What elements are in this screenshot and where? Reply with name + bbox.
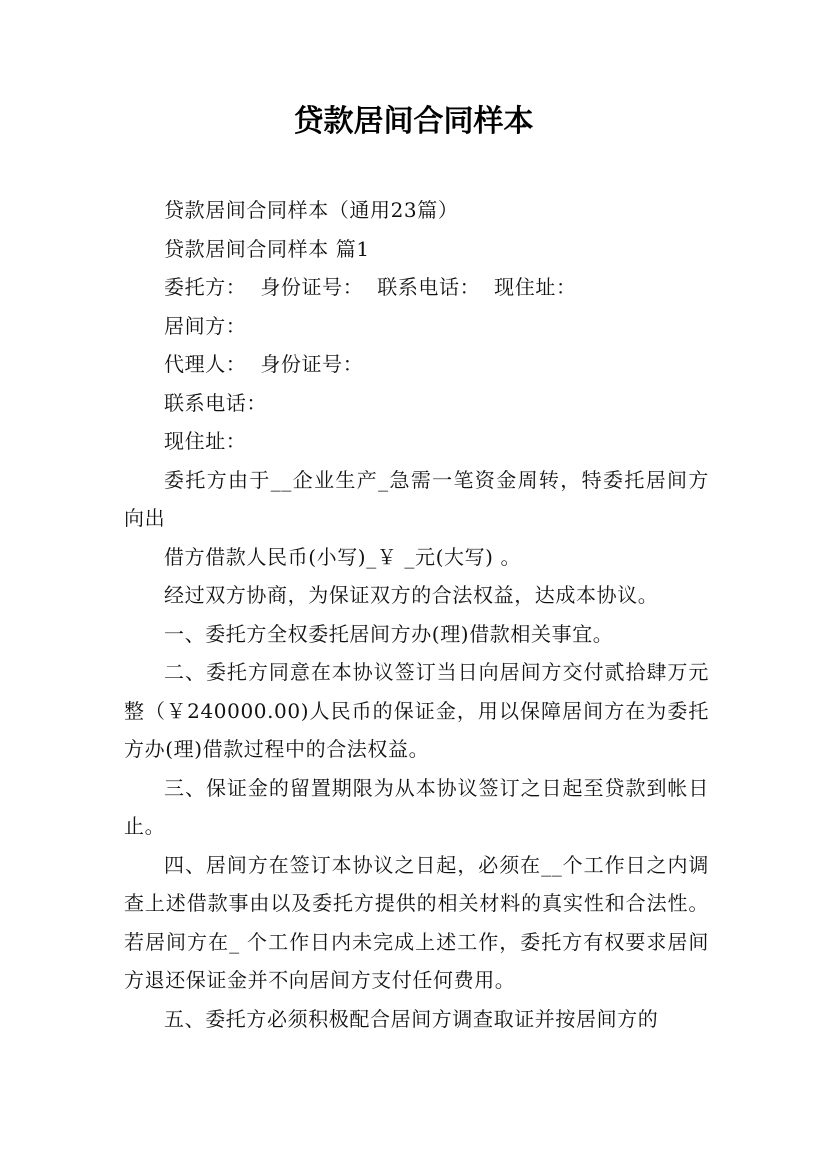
document-title: 贷款居间合同样本 [293,104,534,139]
paragraph-clause-2: 二、委托方同意在本协议签订当日向居间方交付贰拾肆万元整（￥240000.00)人民币的保证金，用以保障居间方在为委托方办(理)借款过程中的合法权益。 [124,660,709,761]
paragraph-agent: 代理人： 身份证号： [164,352,364,376]
paragraph-purpose: 委托方由于__企业生产_急需一笔资金周转，特委托居间方向出 [124,467,709,530]
document-body [124,191,709,1038]
paragraph-clause-1: 一、委托方全权委托居间方办(理)借款相关事宜。 [164,621,614,646]
paragraph-clause-4: 四、居间方在签订本协议之日起，必须在__个工作日之内调查上述借款事由以及委托方提供的相关材料的真实性和合法性。若居间方在_ 个工作日内未完成上述工作，委托方有权要求居间方退还保证金并不向居间方支付任何费用。 [124,852,709,992]
paragraph-subtitle: 贷款居间合同样本（通用23篇） [164,198,459,222]
paragraph-clause-3: 三、保证金的留置期限为从本协议签订之日起至贷款到帐日止。 [124,775,709,838]
paragraph-client-info: 委托方： 身份证号： 联系电话： 现住址： [164,275,577,299]
paragraph-address: 现住址： [164,429,247,453]
paragraph-intermediary: 居间方： [164,313,247,338]
paragraph-phone: 联系电话： [164,390,267,415]
paragraph-clause-5: 五、委托方必须积极配合居间方调查取证并按居间方的 [164,1006,659,1031]
paragraph-loan-amount: 借方借款人民币(小写)_￥ _元(大写) 。 [164,544,522,569]
paragraph-agreement: 经过双方协商，为保证双方的合法权益，达成本协议。 [164,583,659,607]
paragraph-chapter-heading: 贷款居间合同样本 篇1 [164,236,370,261]
